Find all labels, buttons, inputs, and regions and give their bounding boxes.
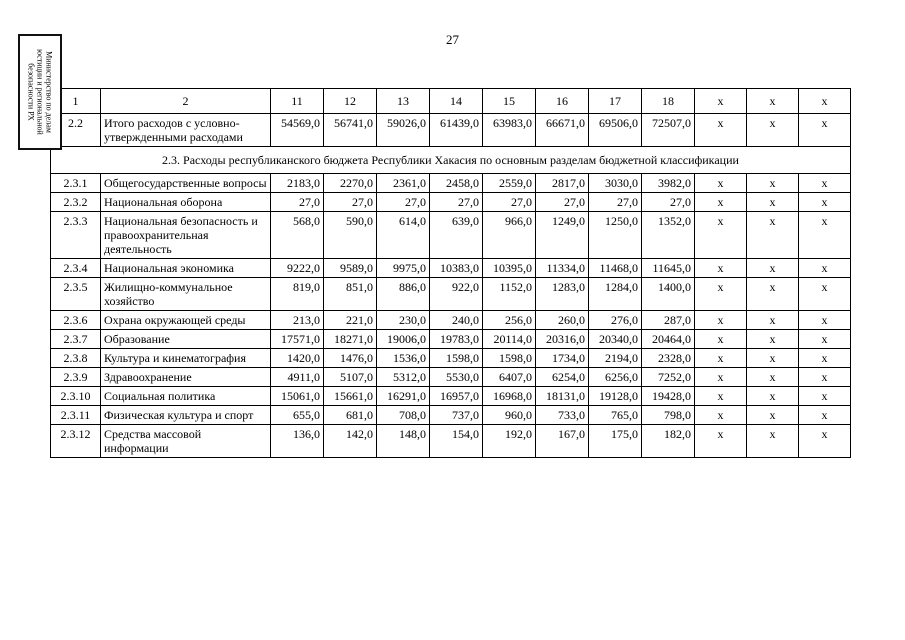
value-cell: 1284,0 xyxy=(589,278,642,311)
column-header: 14 xyxy=(430,89,483,114)
value-cell: 1598,0 xyxy=(483,349,536,368)
row-name: Здравоохранение xyxy=(101,368,271,387)
value-cell: 287,0 xyxy=(642,311,695,330)
value-cell: 17571,0 xyxy=(271,330,324,349)
value-cell: 16968,0 xyxy=(483,387,536,406)
mark-cell: x xyxy=(695,349,747,368)
value-cell: 18131,0 xyxy=(536,387,589,406)
row-number: 2.3.9 xyxy=(51,368,101,387)
value-cell: 2361,0 xyxy=(377,174,430,193)
value-cell: 1400,0 xyxy=(642,278,695,311)
value-cell: 9975,0 xyxy=(377,259,430,278)
mark-cell: x xyxy=(695,259,747,278)
value-cell: 175,0 xyxy=(589,425,642,458)
value-cell: 7252,0 xyxy=(642,368,695,387)
value-cell: 568,0 xyxy=(271,212,324,259)
value-cell: 2194,0 xyxy=(589,349,642,368)
value-cell: 5312,0 xyxy=(377,368,430,387)
stamp-line: Министерство по делам xyxy=(44,51,54,133)
mark-cell: x xyxy=(695,193,747,212)
row-number: 2.3.10 xyxy=(51,387,101,406)
section-title: 2.3. Расходы республиканского бюджета Республики Хакасия по основным разделам бюджетной классификации xyxy=(51,147,851,174)
mark-cell: x xyxy=(695,330,747,349)
value-cell: 10395,0 xyxy=(483,259,536,278)
row-number: 2.3.6 xyxy=(51,311,101,330)
table-row xyxy=(51,406,851,425)
row-name: Культура и кинематография xyxy=(101,349,271,368)
value-cell: 19006,0 xyxy=(377,330,430,349)
row-number: 2.3.2 xyxy=(51,193,101,212)
row-name: Социальная политика xyxy=(101,387,271,406)
mark-cell: x xyxy=(799,193,851,212)
row-number: 2.3.8 xyxy=(51,349,101,368)
column-header: x xyxy=(799,89,851,114)
value-cell: 136,0 xyxy=(271,425,324,458)
value-cell: 3982,0 xyxy=(642,174,695,193)
value-cell: 260,0 xyxy=(536,311,589,330)
value-cell: 66671,0 xyxy=(536,114,589,147)
row-number: 2.3.12 xyxy=(51,425,101,458)
row-name: Общегосударственные вопросы xyxy=(101,174,271,193)
mark-cell: x xyxy=(799,349,851,368)
row-number: 2.3.3 xyxy=(51,212,101,259)
table-row xyxy=(51,259,851,278)
value-cell: 20340,0 xyxy=(589,330,642,349)
value-cell: 1598,0 xyxy=(430,349,483,368)
value-cell: 1152,0 xyxy=(483,278,536,311)
column-header: 11 xyxy=(271,89,324,114)
value-cell: 886,0 xyxy=(377,278,430,311)
value-cell: 20114,0 xyxy=(483,330,536,349)
value-cell: 655,0 xyxy=(271,406,324,425)
value-cell: 59026,0 xyxy=(377,114,430,147)
mark-cell: x xyxy=(799,259,851,278)
column-header: 12 xyxy=(324,89,377,114)
table-row xyxy=(51,387,851,406)
value-cell: 6254,0 xyxy=(536,368,589,387)
row-number: 2.3.4 xyxy=(51,259,101,278)
value-cell: 27,0 xyxy=(536,193,589,212)
value-cell: 2817,0 xyxy=(536,174,589,193)
value-cell: 16957,0 xyxy=(430,387,483,406)
value-cell: 213,0 xyxy=(271,311,324,330)
value-cell: 230,0 xyxy=(377,311,430,330)
row-name: Национальная безопасность и правоохранительная деятельность xyxy=(101,212,271,259)
row-name: Жилищно-коммунальное хозяйство xyxy=(101,278,271,311)
mark-cell: x xyxy=(747,349,799,368)
value-cell: 10383,0 xyxy=(430,259,483,278)
table-row xyxy=(51,174,851,193)
mark-cell: x xyxy=(799,212,851,259)
stamp-line: юстиции и региональной xyxy=(35,49,45,135)
value-cell: 27,0 xyxy=(589,193,642,212)
mark-cell: x xyxy=(747,425,799,458)
column-header: 17 xyxy=(589,89,642,114)
mark-cell: x xyxy=(747,212,799,259)
value-cell: 614,0 xyxy=(377,212,430,259)
value-cell: 639,0 xyxy=(430,212,483,259)
column-header: 2 xyxy=(101,89,271,114)
value-cell: 11468,0 xyxy=(589,259,642,278)
value-cell: 851,0 xyxy=(324,278,377,311)
value-cell: 1249,0 xyxy=(536,212,589,259)
row-number: 2.3.11 xyxy=(51,406,101,425)
row-number: 2.3.5 xyxy=(51,278,101,311)
table-row xyxy=(51,193,851,212)
value-cell: 1420,0 xyxy=(271,349,324,368)
column-header: 15 xyxy=(483,89,536,114)
value-cell: 1536,0 xyxy=(377,349,430,368)
value-cell: 5530,0 xyxy=(430,368,483,387)
value-cell: 2270,0 xyxy=(324,174,377,193)
value-cell: 142,0 xyxy=(324,425,377,458)
mark-cell: x xyxy=(799,311,851,330)
value-cell: 737,0 xyxy=(430,406,483,425)
mark-cell: x xyxy=(747,114,799,147)
value-cell: 1734,0 xyxy=(536,349,589,368)
value-cell: 27,0 xyxy=(377,193,430,212)
value-cell: 154,0 xyxy=(430,425,483,458)
value-cell: 960,0 xyxy=(483,406,536,425)
table-row xyxy=(51,368,851,387)
mark-cell: x xyxy=(695,278,747,311)
value-cell: 1283,0 xyxy=(536,278,589,311)
mark-cell: x xyxy=(799,330,851,349)
column-header: 18 xyxy=(642,89,695,114)
mark-cell: x xyxy=(695,114,747,147)
value-cell: 192,0 xyxy=(483,425,536,458)
stamp-line: безопасности РХ xyxy=(26,63,36,121)
value-cell: 765,0 xyxy=(589,406,642,425)
value-cell: 9589,0 xyxy=(324,259,377,278)
total-row xyxy=(51,114,851,147)
value-cell: 966,0 xyxy=(483,212,536,259)
row-name: Средства массовой информации xyxy=(101,425,271,458)
mark-cell: x xyxy=(799,174,851,193)
mark-cell: x xyxy=(747,259,799,278)
row-number: 2.3.7 xyxy=(51,330,101,349)
row-number: 2.2 xyxy=(51,114,101,147)
column-header: x xyxy=(695,89,747,114)
table-row xyxy=(51,330,851,349)
value-cell: 16291,0 xyxy=(377,387,430,406)
value-cell: 27,0 xyxy=(271,193,324,212)
value-cell: 6256,0 xyxy=(589,368,642,387)
value-cell: 72507,0 xyxy=(642,114,695,147)
mark-cell: x xyxy=(695,387,747,406)
value-cell: 1352,0 xyxy=(642,212,695,259)
value-cell: 11645,0 xyxy=(642,259,695,278)
mark-cell: x xyxy=(747,311,799,330)
value-cell: 2328,0 xyxy=(642,349,695,368)
row-name: Итого расходов с условно-утвержденными расходами xyxy=(101,114,271,147)
value-cell: 681,0 xyxy=(324,406,377,425)
value-cell: 9222,0 xyxy=(271,259,324,278)
row-name: Национальная экономика xyxy=(101,259,271,278)
value-cell: 15661,0 xyxy=(324,387,377,406)
value-cell: 2458,0 xyxy=(430,174,483,193)
mark-cell: x xyxy=(799,368,851,387)
mark-cell: x xyxy=(747,330,799,349)
mark-cell: x xyxy=(747,174,799,193)
mark-cell: x xyxy=(799,278,851,311)
value-cell: 27,0 xyxy=(324,193,377,212)
budget-expenditure-table xyxy=(50,88,851,458)
value-cell: 19783,0 xyxy=(430,330,483,349)
value-cell: 590,0 xyxy=(324,212,377,259)
value-cell: 148,0 xyxy=(377,425,430,458)
value-cell: 167,0 xyxy=(536,425,589,458)
value-cell: 256,0 xyxy=(483,311,536,330)
value-cell: 27,0 xyxy=(642,193,695,212)
value-cell: 922,0 xyxy=(430,278,483,311)
mark-cell: x xyxy=(695,212,747,259)
mark-cell: x xyxy=(695,368,747,387)
value-cell: 1250,0 xyxy=(589,212,642,259)
mark-cell: x xyxy=(799,114,851,147)
value-cell: 5107,0 xyxy=(324,368,377,387)
value-cell: 733,0 xyxy=(536,406,589,425)
value-cell: 69506,0 xyxy=(589,114,642,147)
value-cell: 2559,0 xyxy=(483,174,536,193)
value-cell: 56741,0 xyxy=(324,114,377,147)
value-cell: 221,0 xyxy=(324,311,377,330)
value-cell: 2183,0 xyxy=(271,174,324,193)
mark-cell: x xyxy=(799,387,851,406)
value-cell: 240,0 xyxy=(430,311,483,330)
value-cell: 18271,0 xyxy=(324,330,377,349)
value-cell: 54569,0 xyxy=(271,114,324,147)
value-cell: 27,0 xyxy=(483,193,536,212)
mark-cell: x xyxy=(747,193,799,212)
column-header: 13 xyxy=(377,89,430,114)
row-name: Охрана окружающей среды xyxy=(101,311,271,330)
value-cell: 1476,0 xyxy=(324,349,377,368)
value-cell: 11334,0 xyxy=(536,259,589,278)
row-name: Образование xyxy=(101,330,271,349)
table-row xyxy=(51,425,851,458)
value-cell: 6407,0 xyxy=(483,368,536,387)
value-cell: 20316,0 xyxy=(536,330,589,349)
mark-cell: x xyxy=(695,425,747,458)
table-row xyxy=(51,349,851,368)
value-cell: 61439,0 xyxy=(430,114,483,147)
page-number: 27 xyxy=(446,32,459,47)
value-cell: 19428,0 xyxy=(642,387,695,406)
value-cell: 4911,0 xyxy=(271,368,324,387)
value-cell: 798,0 xyxy=(642,406,695,425)
value-cell: 182,0 xyxy=(642,425,695,458)
value-cell: 819,0 xyxy=(271,278,324,311)
mark-cell: x xyxy=(799,425,851,458)
table-row xyxy=(51,212,851,259)
mark-cell: x xyxy=(695,174,747,193)
header-row xyxy=(51,89,851,114)
value-cell: 276,0 xyxy=(589,311,642,330)
row-number: 2.3.1 xyxy=(51,174,101,193)
row-name: Национальная оборона xyxy=(101,193,271,212)
value-cell: 20464,0 xyxy=(642,330,695,349)
mark-cell: x xyxy=(695,406,747,425)
value-cell: 708,0 xyxy=(377,406,430,425)
table-row xyxy=(51,311,851,330)
mark-cell: x xyxy=(747,368,799,387)
value-cell: 63983,0 xyxy=(483,114,536,147)
table-row xyxy=(51,278,851,311)
column-header: 16 xyxy=(536,89,589,114)
mark-cell: x xyxy=(747,387,799,406)
value-cell: 27,0 xyxy=(430,193,483,212)
value-cell: 15061,0 xyxy=(271,387,324,406)
value-cell: 19128,0 xyxy=(589,387,642,406)
mark-cell: x xyxy=(695,311,747,330)
mark-cell: x xyxy=(747,406,799,425)
section-title-row xyxy=(51,147,851,174)
mark-cell: x xyxy=(747,278,799,311)
registration-stamp xyxy=(18,34,62,150)
row-name: Физическая культура и спорт xyxy=(101,406,271,425)
column-header: x xyxy=(747,89,799,114)
value-cell: 3030,0 xyxy=(589,174,642,193)
column-header: 1 xyxy=(51,89,101,114)
mark-cell: x xyxy=(799,406,851,425)
